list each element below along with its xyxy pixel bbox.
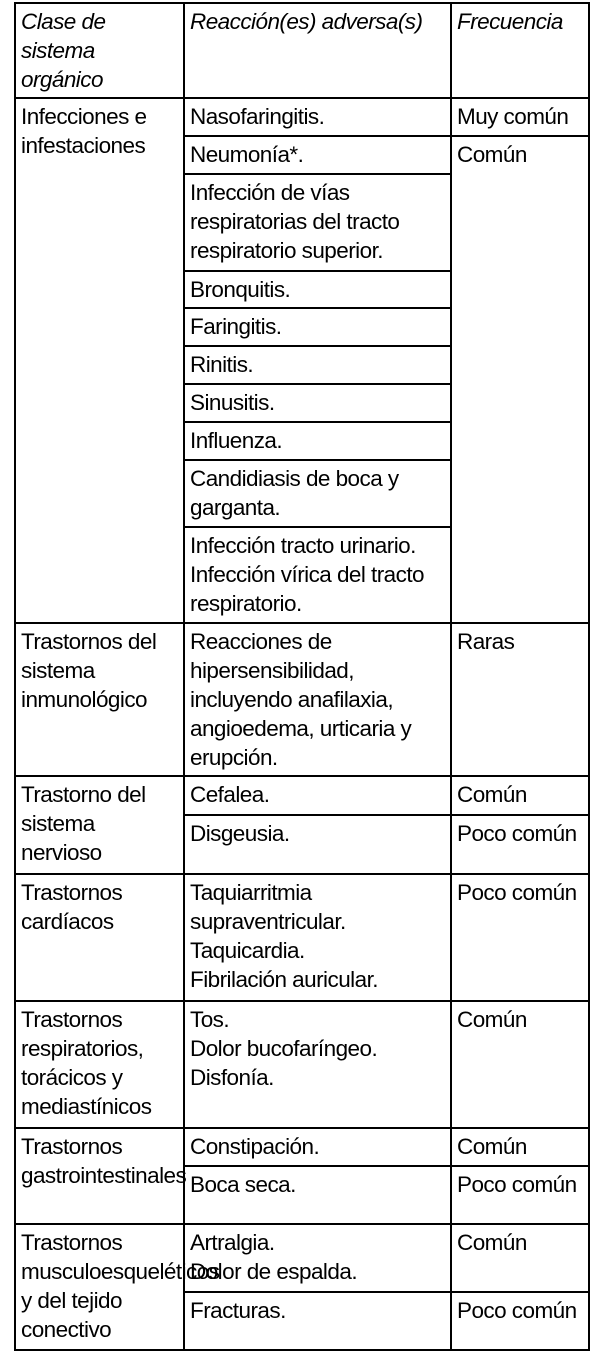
soc-cell: Trastornos musculoesqueléticos y del tejido conectivo bbox=[15, 1224, 184, 1350]
frequency-cell: Común bbox=[451, 1001, 589, 1128]
soc-cell: Trastorno del sistema nervioso bbox=[15, 776, 184, 874]
reaction-cell: Tos. Dolor bucofaríngeo. Disfonía. bbox=[184, 1001, 451, 1128]
soc-cell: Infecciones e infestaciones bbox=[15, 98, 184, 623]
header-row bbox=[15, 3, 589, 98]
frequency-cell: Poco común bbox=[451, 1166, 589, 1224]
reaction-cell: Artralgia. Dolor de espalda. bbox=[184, 1224, 451, 1292]
header-frequency: Frecuencia bbox=[451, 3, 589, 98]
table-row bbox=[15, 874, 589, 1001]
frequency-cell: Poco común bbox=[451, 874, 589, 1001]
soc-cell: Trastornos gastrointestinales bbox=[15, 1128, 184, 1224]
soc-cell: Trastornos del sistema inmunológico bbox=[15, 623, 184, 776]
frequency-cell: Poco común bbox=[451, 1292, 589, 1350]
reaction-cell: Faringitis. bbox=[184, 308, 451, 346]
reaction-cell: Disgeusia. bbox=[184, 815, 451, 874]
table-row bbox=[15, 623, 589, 776]
soc-cell: Trastornos cardíacos bbox=[15, 874, 184, 1001]
reaction-cell: Influenza. bbox=[184, 422, 451, 460]
reaction-cell: Neumonía*. bbox=[184, 136, 451, 174]
reaction-cell: Fracturas. bbox=[184, 1292, 451, 1350]
table-row bbox=[15, 1128, 589, 1166]
reaction-cell: Infección tracto urinario. Infección vírica del tracto respiratorio. bbox=[184, 527, 451, 623]
adverse-reactions-table bbox=[14, 2, 590, 1351]
table-row bbox=[15, 1224, 589, 1292]
reaction-cell: Rinitis. bbox=[184, 346, 451, 384]
table-row bbox=[15, 1001, 589, 1128]
reaction-cell: Candidiasis de boca y garganta. bbox=[184, 460, 451, 527]
table-row bbox=[15, 776, 589, 815]
soc-cell: Trastornos respiratorios, torácicos y mediastínicos bbox=[15, 1001, 184, 1128]
header-soc: Clase de sistema orgánico bbox=[15, 3, 184, 98]
reaction-cell: Constipación. bbox=[184, 1128, 451, 1166]
frequency-cell: Común bbox=[451, 776, 589, 815]
reaction-cell: Infección de vías respiratorias del tracto respiratorio superior. bbox=[184, 174, 451, 271]
reaction-cell: Boca seca. bbox=[184, 1166, 451, 1224]
reaction-cell: Taquiarritmia supraventricular. Taquicardia. Fibrilación auricular. bbox=[184, 874, 451, 1001]
frequency-cell: Poco común bbox=[451, 815, 589, 874]
reaction-cell: Nasofaringitis. bbox=[184, 98, 451, 136]
frequency-cell: Común bbox=[451, 136, 589, 623]
frequency-cell: Común bbox=[451, 1128, 589, 1166]
reaction-cell: Bronquitis. bbox=[184, 271, 451, 308]
frequency-cell: Raras bbox=[451, 623, 589, 776]
reaction-cell: Sinusitis. bbox=[184, 384, 451, 422]
reaction-cell: Reacciones de hipersensibilidad, incluyendo anafilaxia, angioedema, urticaria y erupción. bbox=[184, 623, 451, 776]
reaction-cell: Cefalea. bbox=[184, 776, 451, 815]
frequency-cell: Muy común bbox=[451, 98, 589, 136]
header-reaction: Reacción(es) adversa(s) bbox=[184, 3, 451, 98]
frequency-cell: Común bbox=[451, 1224, 589, 1292]
table-row bbox=[15, 98, 589, 136]
